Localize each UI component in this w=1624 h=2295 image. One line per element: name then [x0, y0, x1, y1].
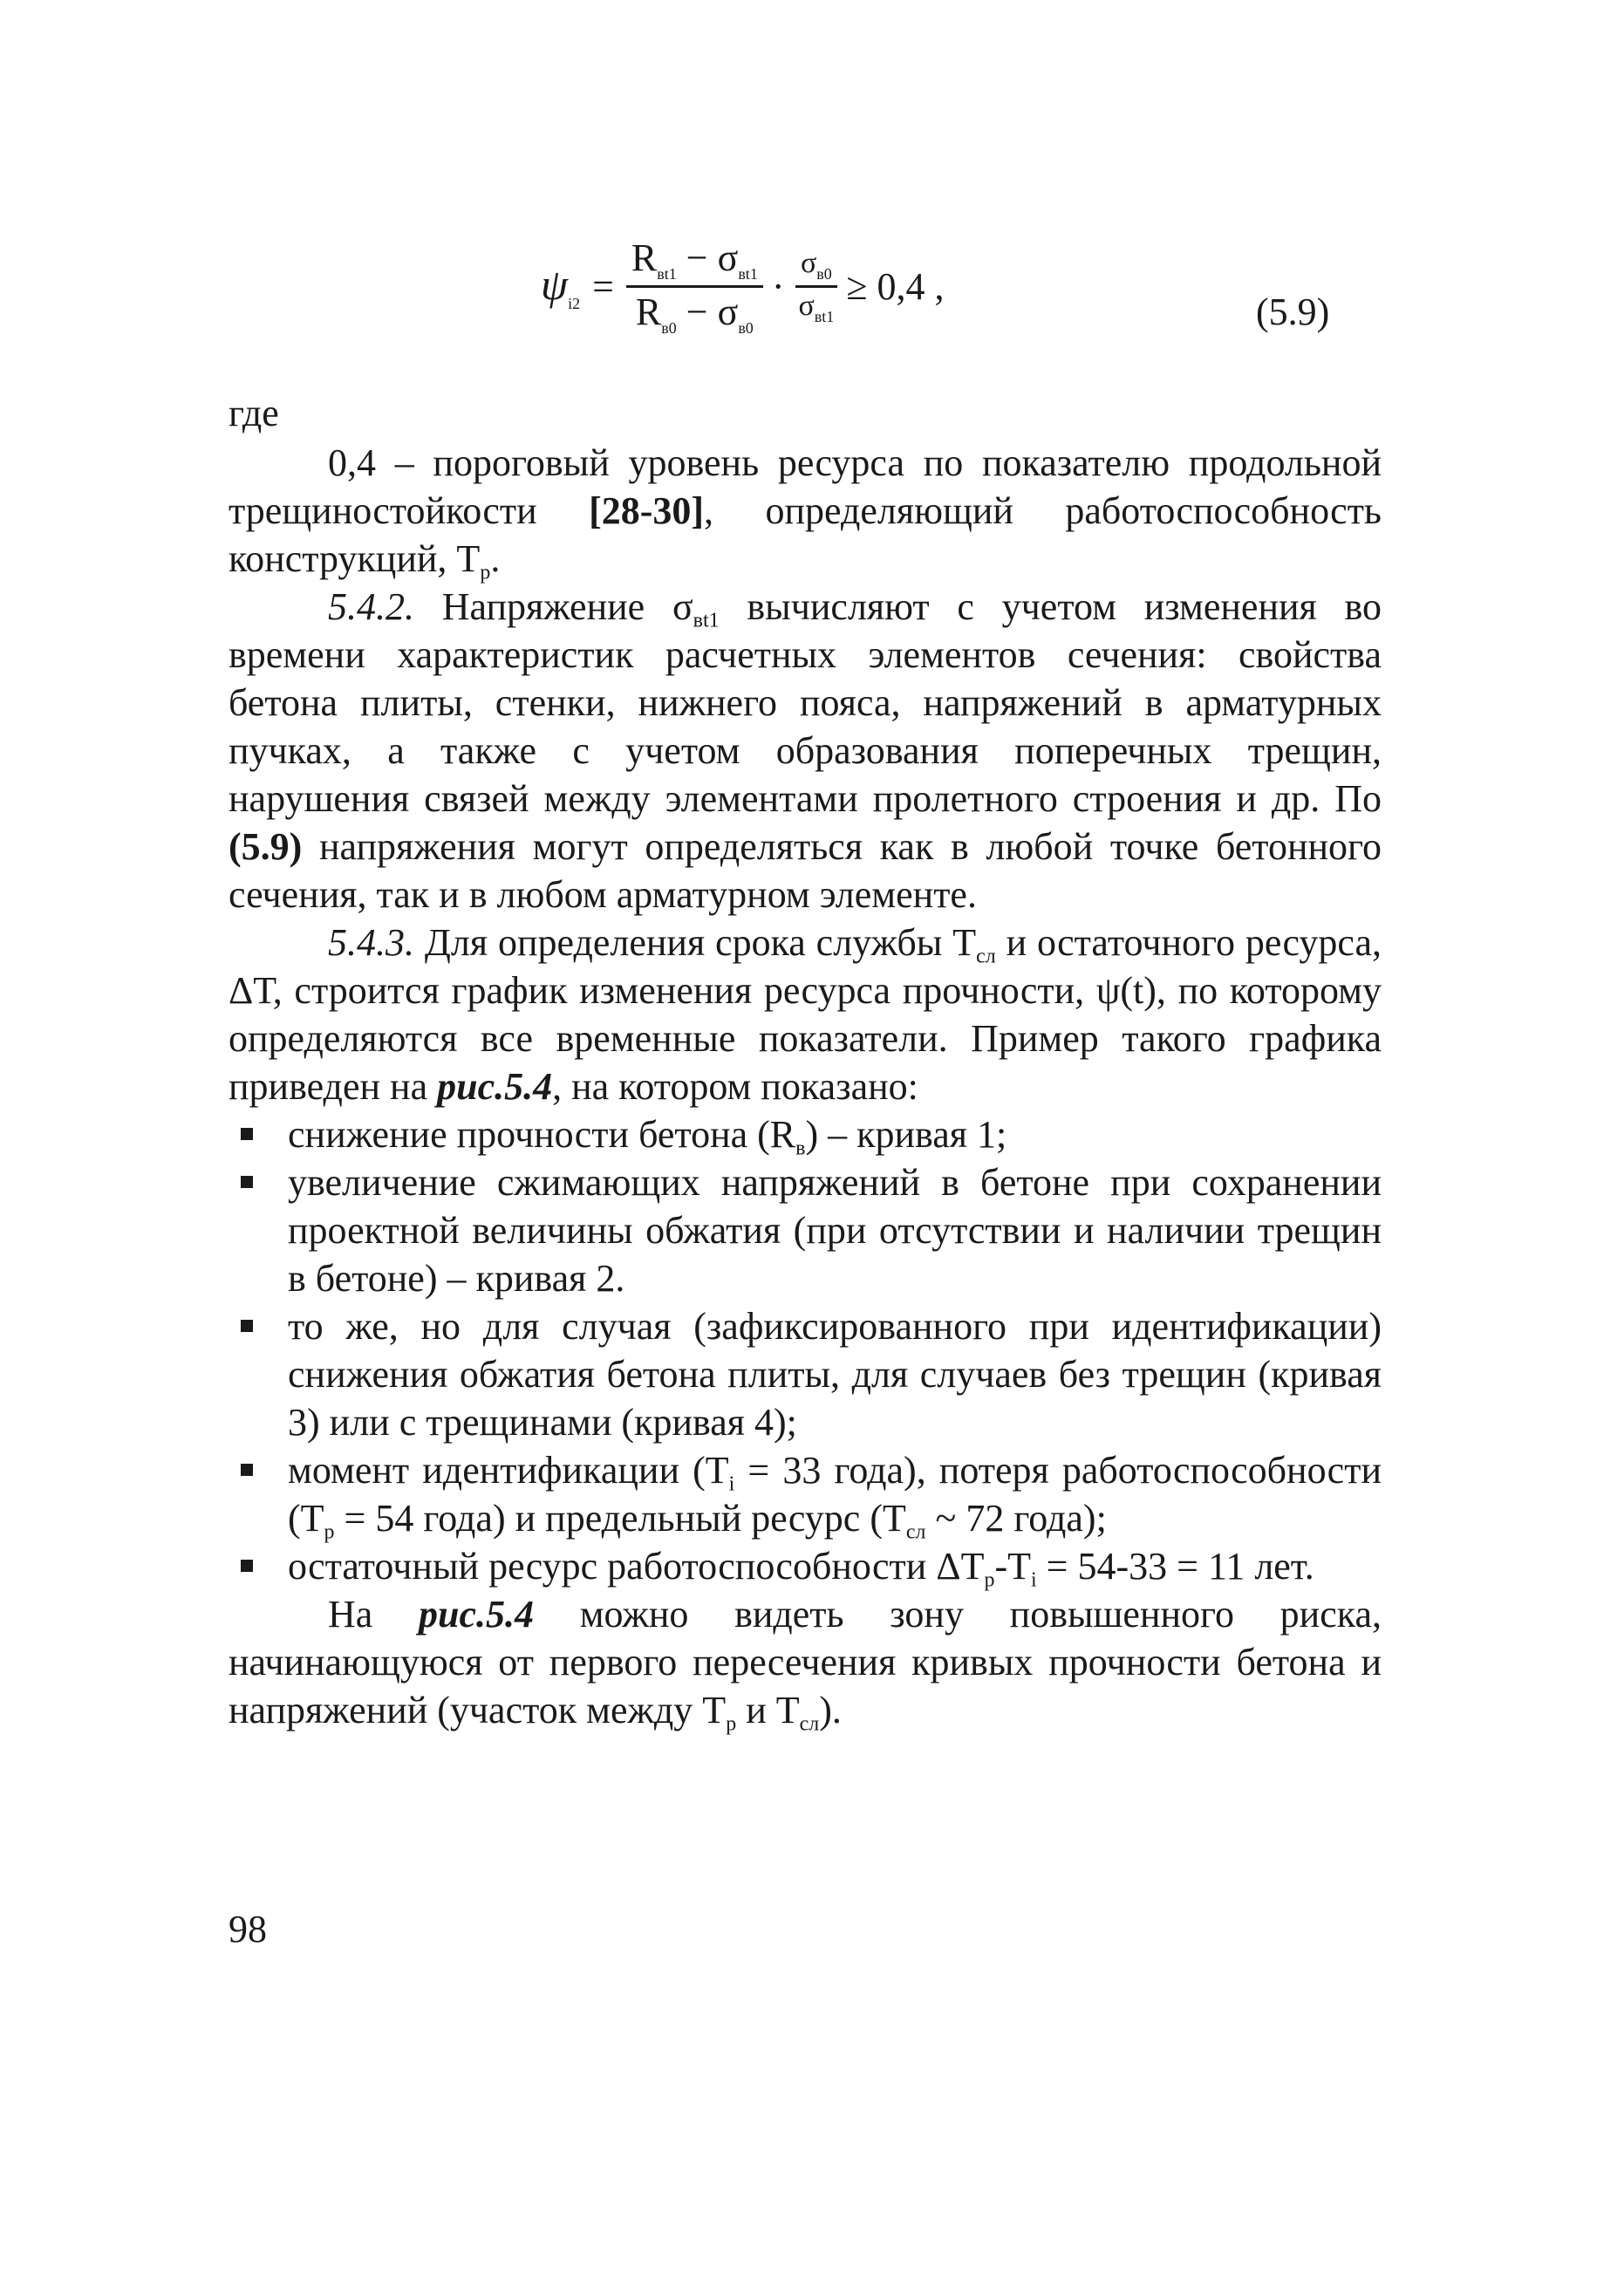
- where-label: где: [229, 392, 279, 434]
- paragraph-5-4-3: 5.4.3. Для определения срока службы $Т_{сл}$ и остаточного ресурса, ΔТ, строится график изменения ресурса прочности, ψ(t), по которому определяются все временные показатели. Пример такого графика приведен на рис.5.4, на котором показано: снижение прочности бетона $(R_в)$ – кривая 1; увеличение сжимающих напряжений в бетоне при сохранении проектной величины обжатия (при отсутствии и наличии трещин в бетоне) – кривая 2. то же, но для случая (зафиксированного при идентификации) снижения обжатия бетона плиты, для случаев без трещин (кривая 3) или с трещинами (кривая 4); момент идентификации ($Т_i = 33$ года), потеря работоспособности ($Т_р = 54$ года) и предельный ресурс ($Т_{сл}$ ~ 72 года); остаточный ресурс работоспособности $\Delta Т_р-Т_i = 54-33 = 11$ лет. На рис.5.4 можно видеть зону повышенного риска, начинающуюся от первого пересечения кривых прочности бетона и напряжений (участок между $Т_р$ и $Т_{сл}$).: [229, 921, 1382, 1736]
- square-bullet-icon: [241, 1560, 253, 1572]
- formula-5-9: [541, 236, 944, 338]
- formula-fraction-2-numerator: $\sigma_{в0}$: [795, 247, 837, 288]
- list-item: момент идентификации ($Т_i = 33$ года), потеря работоспособности ($Т_р = 54$ года) и предельный ресурс ($Т_{сл}$ ~ 72 года);: [229, 1446, 1382, 1542]
- formula-equals: =: [592, 264, 614, 308]
- formula-rhs: ≥ 0,4 ,: [846, 264, 945, 308]
- paragraph-5-4-2: 5.4.2. Напряжение $\sigma_{вt1}$ вычисляют с учетом изменения во времени характеристик расчетных элементов сечения: свойства бетона плиты, стенки, нижнего пояса, напряжений в арматурных пучках, а также с учетом образования поперечных трещин, нарушения связей между элементами пролетного строения и др. По (5.9) напряжения могут определяться как в любой точке бетонного сечения, так и в любом арматурном элементе.: [229, 585, 1382, 916]
- formula-dot: ·: [771, 264, 785, 308]
- reference-5-9: (5.9): [229, 825, 303, 868]
- square-bullet-icon: [241, 1176, 253, 1188]
- formula-psi: $\psi_{i2}$: [541, 260, 581, 313]
- section-number-5-4-2: 5.4.2.: [328, 585, 414, 628]
- reference-28-30: [28-30]: [589, 489, 705, 532]
- list-item: остаточный ресурс работоспособности $\Delta Т_р-Т_i = 54-33 = 11$ лет.: [229, 1542, 1382, 1590]
- square-bullet-icon: [241, 1320, 253, 1332]
- page-number: 98: [229, 1908, 267, 1950]
- formula-fraction-2-denominator: $\sigma_{вt1}$: [798, 289, 835, 325]
- square-bullet-icon: [241, 1128, 253, 1140]
- list-item: увеличение сжимающих напряжений в бетоне при сохранении проектной величины обжатия (при отсутствии и наличии трещин в бетоне) – кривая 2.: [229, 1158, 1382, 1302]
- square-bullet-icon: [241, 1464, 253, 1476]
- paragraph-threshold: 0,4 – пороговый уровень ресурса по показателю продольной трещиностойкости [28-30], определяющий работоспособность конструкций, $Т_р$.: [229, 441, 1382, 584]
- formula-number: (5.9): [1256, 290, 1330, 333]
- formula-fraction-2: [793, 247, 839, 326]
- formula-fraction-1-denominator: $R_{в0} - \sigma_{в0}$: [635, 290, 754, 337]
- paragraph-risk-zone: На рис.5.4 можно видеть зону повышенного риска, начинающуюся от первого пересечения кривых прочности бетона и напряжений (участок между $Т_р$ и $Т_{сл}$).: [229, 1593, 1382, 1736]
- list-item: снижение прочности бетона $(R_в)$ – кривая 1;: [229, 1110, 1382, 1158]
- bullet-list: [229, 1110, 1382, 1590]
- section-number-5-4-3: 5.4.3.: [328, 921, 414, 964]
- list-item: то же, но для случая (зафиксированного при идентификации) снижения обжатия бетона плиты, для случаев без трещин (кривая 3) или с трещинами (кривая 4);: [229, 1302, 1382, 1446]
- figure-reference-5-4: рис.5.4: [437, 1065, 553, 1108]
- formula-fraction-1-numerator: $R_{вt1} - \sigma_{вt1}$: [626, 236, 763, 288]
- formula-fraction-1: [626, 236, 763, 338]
- figure-reference-5-4: рис.5.4: [419, 1593, 534, 1636]
